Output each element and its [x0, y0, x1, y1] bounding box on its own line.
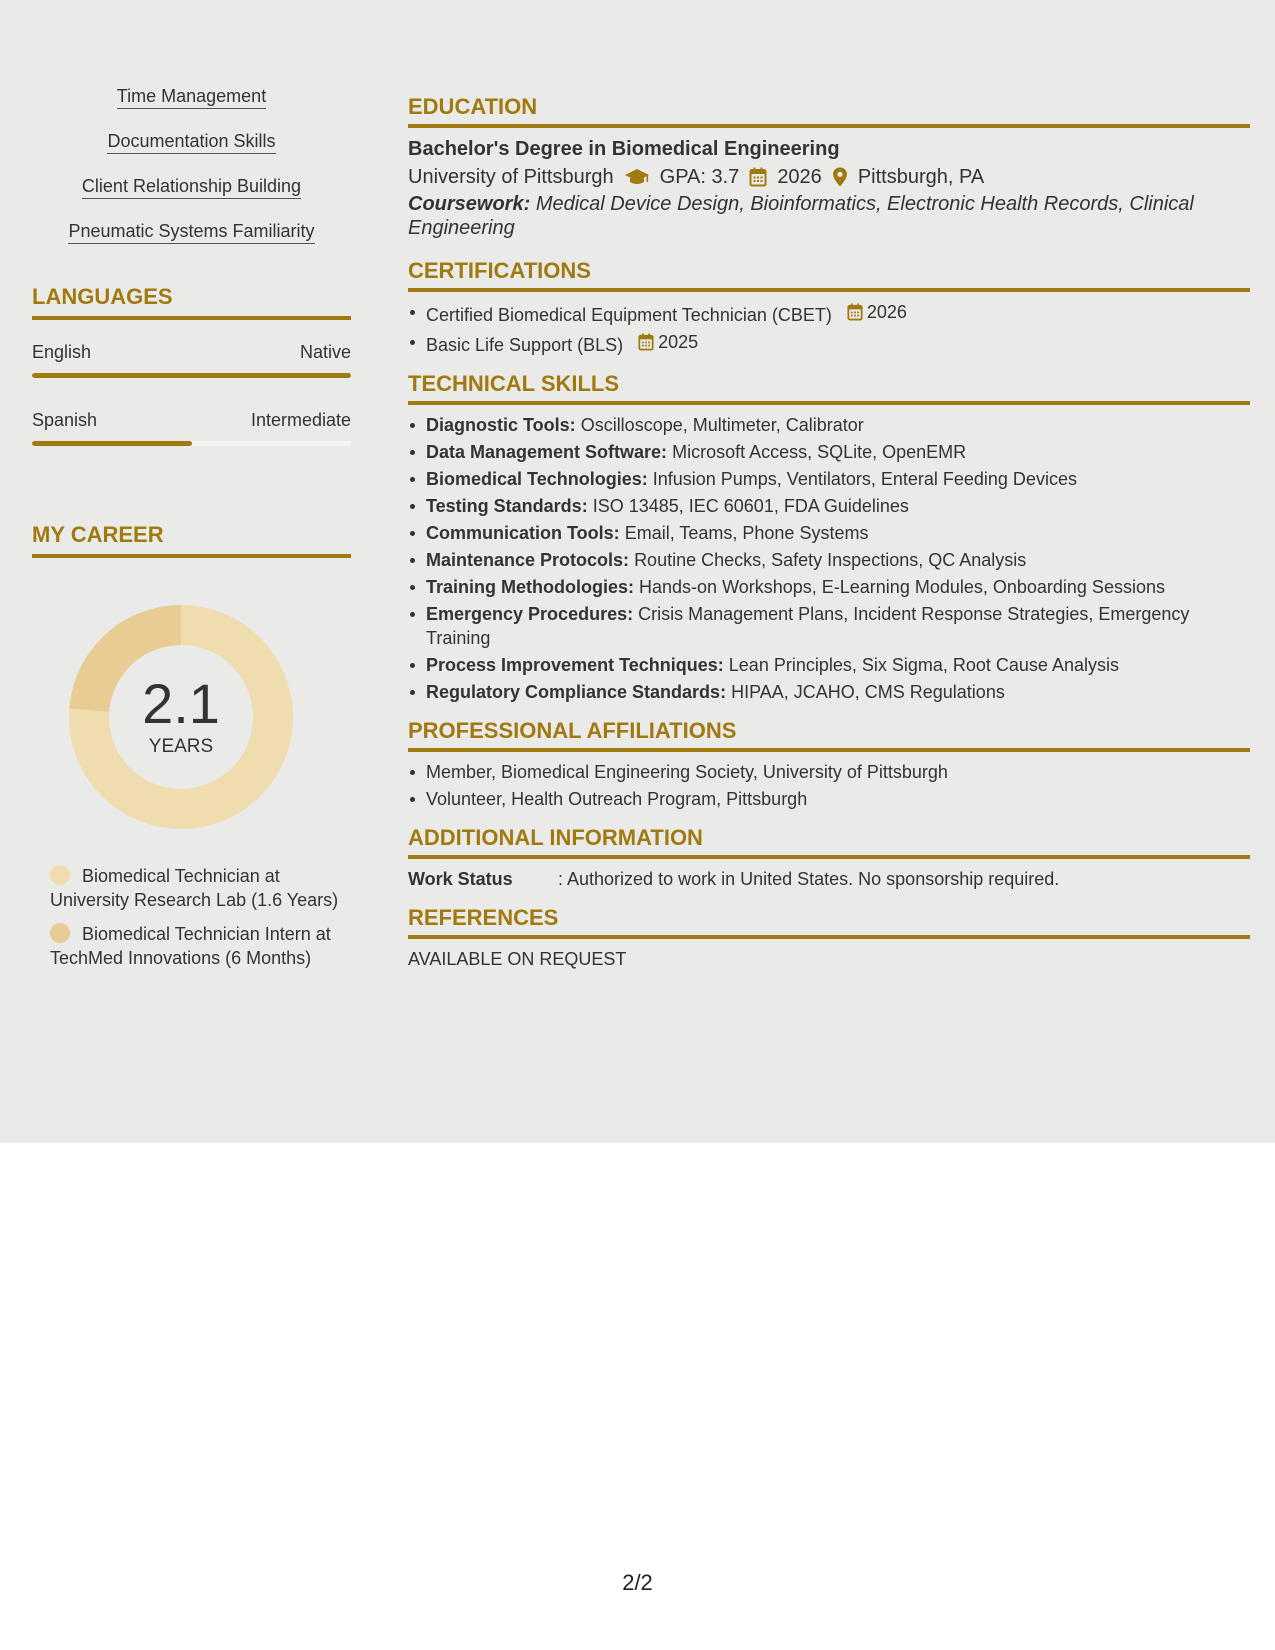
- languages-heading: LANGUAGES: [32, 284, 351, 320]
- graduation-cap-icon: [624, 167, 650, 187]
- certification-name: Basic Life Support (BLS): [426, 335, 624, 355]
- gpa: GPA: 3.7: [659, 166, 740, 188]
- skill-value: Infusion Pumps, Ventilators, Enteral Feeding Devices: [652, 469, 1077, 489]
- list-item: [408, 440, 1250, 464]
- additional-info-section: [408, 825, 1250, 891]
- skill-label: Communication Tools:: [426, 523, 620, 543]
- education-section: [408, 94, 1250, 240]
- skill-label: Testing Standards:: [426, 496, 588, 516]
- education-heading: EDUCATION: [408, 94, 1250, 128]
- skill-value: Microsoft Access, SQLite, OpenEMR: [672, 442, 967, 462]
- list-item: [408, 521, 1250, 545]
- skill-label: Maintenance Protocols:: [426, 550, 630, 570]
- additional-info-heading: ADDITIONAL INFORMATION: [408, 825, 1250, 859]
- skill-label: Data Management Software:: [426, 442, 668, 462]
- skill-value: Email, Teams, Phone Systems: [624, 523, 869, 543]
- legend-dot: [50, 865, 70, 885]
- affiliations-list: [408, 760, 1250, 811]
- skill-label: Diagnostic Tools:: [426, 415, 576, 435]
- legend-label: Biomedical Technician at University Research Lab (1.6 Years): [50, 866, 339, 910]
- language-bar-fill: [32, 441, 192, 446]
- coursework-list: Medical Device Design, Bioinformatics, Electronic Health Records, Clinical Engineering: [408, 193, 1194, 239]
- skill-item: Time Management: [117, 86, 266, 109]
- skill-value: HIPAA, JCAHO, CMS Regulations: [731, 682, 1005, 702]
- legend-item: [32, 922, 351, 970]
- legend-dot: [50, 923, 70, 943]
- list-item: [408, 680, 1250, 704]
- language-bar: [32, 441, 351, 446]
- list-item: [408, 330, 1250, 357]
- work-status-label: Work Status: [408, 869, 513, 889]
- right-column: [408, 94, 1250, 985]
- certifications-section: [408, 258, 1250, 357]
- work-status-row: [408, 867, 1250, 891]
- affiliations-section: [408, 718, 1250, 811]
- affiliations-heading: PROFESSIONAL AFFILIATIONS: [408, 718, 1250, 752]
- list-item: [408, 300, 1250, 327]
- language-level: Intermediate: [250, 410, 351, 430]
- list-item: [408, 548, 1250, 572]
- list-item: [408, 575, 1250, 599]
- calendar-icon: [749, 167, 767, 187]
- calendar-icon: [638, 333, 654, 351]
- graduation-year: 2026: [777, 166, 822, 188]
- skill-value: Lean Principles, Six Sigma, Root Cause Analysis: [728, 655, 1119, 675]
- school-name: University of Pittsburgh: [408, 166, 614, 188]
- skill-value: Hands-on Workshops, E-Learning Modules, Onboarding Sessions: [639, 577, 1165, 597]
- language-bar-fill: [32, 373, 351, 378]
- skill-label: Training Methodologies:: [426, 577, 634, 597]
- career-donut-chart: [66, 602, 296, 832]
- language-level: Native: [299, 342, 351, 362]
- certification-name: Certified Biomedical Equipment Technician (CBET): [426, 305, 832, 325]
- references-section: [408, 905, 1250, 971]
- career-total-unit: YEARS: [148, 736, 214, 757]
- education-location: Pittsburgh, PA: [857, 166, 985, 188]
- references-heading: REFERENCES: [408, 905, 1250, 939]
- language-entry: [32, 342, 351, 378]
- career-heading: MY CAREER: [32, 522, 351, 558]
- language-entry: [32, 410, 351, 446]
- career-section: [32, 522, 351, 970]
- list-item: [408, 602, 1250, 650]
- page-number: 2/2: [622, 1570, 653, 1595]
- list-item: [408, 653, 1250, 677]
- education-details: [408, 162, 1250, 192]
- skill-value: Crisis Management Plans, Incident Response Strategies, Emergency Training: [426, 604, 1190, 648]
- technical-skills-list: [408, 413, 1250, 704]
- certification-year: 2026: [866, 302, 907, 322]
- certification-year: 2025: [658, 332, 699, 352]
- certifications-list: [408, 300, 1250, 357]
- skill-value: ISO 13485, IEC 60601, FDA Guidelines: [592, 496, 909, 516]
- list-item: [408, 413, 1250, 437]
- skill-item: Pneumatic Systems Familiarity: [68, 221, 314, 244]
- coursework: [408, 192, 1250, 240]
- list-item: [408, 467, 1250, 491]
- skill-label: Process Improvement Techniques:: [426, 655, 724, 675]
- left-column: [32, 86, 351, 980]
- technical-skills-section: [408, 371, 1250, 704]
- technical-skills-heading: TECHNICAL SKILLS: [408, 371, 1250, 405]
- list-item: [408, 494, 1250, 518]
- career-total-value: 2.1: [142, 672, 220, 735]
- skill-value: Oscilloscope, Multimeter, Calibrator: [580, 415, 864, 435]
- skill-item: Documentation Skills: [107, 131, 275, 154]
- references-text: AVAILABLE ON REQUEST: [408, 949, 627, 969]
- degree-title: Bachelor's Degree in Biomedical Engineering: [408, 138, 840, 160]
- certifications-heading: CERTIFICATIONS: [408, 258, 1250, 292]
- soft-skills-list: [32, 86, 351, 244]
- skill-label: Regulatory Compliance Standards:: [426, 682, 727, 702]
- language-bar: [32, 373, 351, 378]
- map-pin-icon: [832, 167, 848, 187]
- work-status-value: : Authorized to work in United States. No sponsorship required.: [558, 869, 1060, 889]
- language-name: English: [32, 342, 92, 362]
- skill-label: Emergency Procedures:: [426, 604, 634, 624]
- list-item: Volunteer, Health Outreach Program, Pittsburgh: [408, 787, 1250, 811]
- list-item: Member, Biomedical Engineering Society, University of Pittsburgh: [408, 760, 1250, 784]
- languages-section: [32, 284, 351, 446]
- career-legend: [32, 864, 351, 970]
- coursework-label: Coursework:: [408, 193, 531, 215]
- language-name: Spanish: [32, 410, 98, 430]
- skill-item: Client Relationship Building: [82, 176, 301, 199]
- legend-label: Biomedical Technician Intern at TechMed Innovations (6 Months): [50, 924, 331, 968]
- skill-label: Biomedical Technologies:: [426, 469, 648, 489]
- legend-item: [32, 864, 351, 912]
- calendar-icon: [847, 303, 863, 321]
- skill-value: Routine Checks, Safety Inspections, QC Analysis: [634, 550, 1027, 570]
